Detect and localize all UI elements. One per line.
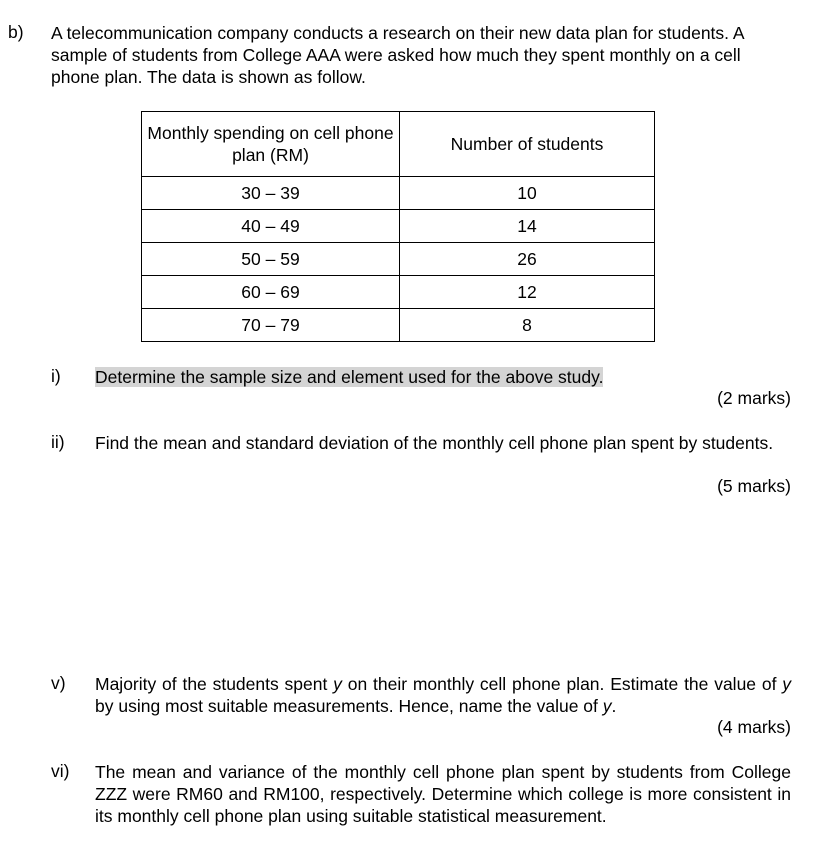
- table-cell-frequency: 8: [400, 309, 655, 342]
- variable-y: y: [782, 674, 791, 694]
- table-row: [142, 243, 655, 276]
- table-header-students: Number of students: [400, 112, 655, 177]
- spending-table: [141, 111, 655, 342]
- question-v-text: [95, 673, 791, 717]
- question-vi-number: vi): [51, 761, 70, 781]
- question-i-marks: (2 marks): [717, 388, 791, 408]
- table-header-row: [142, 112, 655, 177]
- table-cell-frequency: 26: [400, 243, 655, 276]
- table-cell-frequency: 10: [400, 177, 655, 210]
- table-cell-class: 50 – 59: [142, 243, 400, 276]
- table-header-spending: Monthly spending on cell phone plan (RM): [142, 112, 400, 177]
- variable-y: y: [602, 696, 612, 716]
- table-row: [142, 177, 655, 210]
- table-cell-class: 30 – 39: [142, 177, 400, 210]
- question-ii-marks: (5 marks): [717, 476, 791, 496]
- question-v-text-part: .: [611, 696, 617, 716]
- table-row: [142, 276, 655, 309]
- question-ii-text: Find the mean and standard deviation of the monthly cell phone plan spent by students.: [95, 433, 774, 453]
- question-i-number: i): [51, 366, 61, 386]
- intro-paragraph: A telecommunication company conducts a research on their new data plan for students. A sample of students from College AAA were asked how much they spent monthly on a cell phone plan. The data is shown as follow.: [51, 23, 744, 87]
- question-v-text-part: by using most suitable measurements. Hence, name the value of: [95, 696, 603, 716]
- question-ii-number: ii): [51, 432, 65, 452]
- question-v-number: v): [51, 673, 66, 693]
- table-cell-class: 60 – 69: [142, 276, 400, 309]
- question-v-text-part: on their monthly cell phone plan. Estimate the value of: [341, 674, 783, 694]
- question-vi-text: The mean and variance of the monthly cell phone plan spent by students from College ZZZ were RM60 and RM100, respectively. Determine which college is more consistent in its monthly cell phone plan using suitable statistical measurement.: [95, 762, 791, 826]
- table-cell-class: 40 – 49: [142, 210, 400, 243]
- part-label: b): [8, 22, 24, 42]
- question-i-text: [95, 366, 791, 388]
- table-cell-class: 70 – 79: [142, 309, 400, 342]
- table-cell-frequency: 12: [400, 276, 655, 309]
- question-v-marks: (4 marks): [717, 717, 791, 737]
- variable-y: y: [333, 674, 342, 694]
- table-row: [142, 210, 655, 243]
- question-i-highlighted-text: Determine the sample size and element used for the above study.: [95, 367, 604, 387]
- question-v-text-part: Majority of the students spent: [95, 674, 334, 694]
- table-row: [142, 309, 655, 342]
- table-cell-frequency: 14: [400, 210, 655, 243]
